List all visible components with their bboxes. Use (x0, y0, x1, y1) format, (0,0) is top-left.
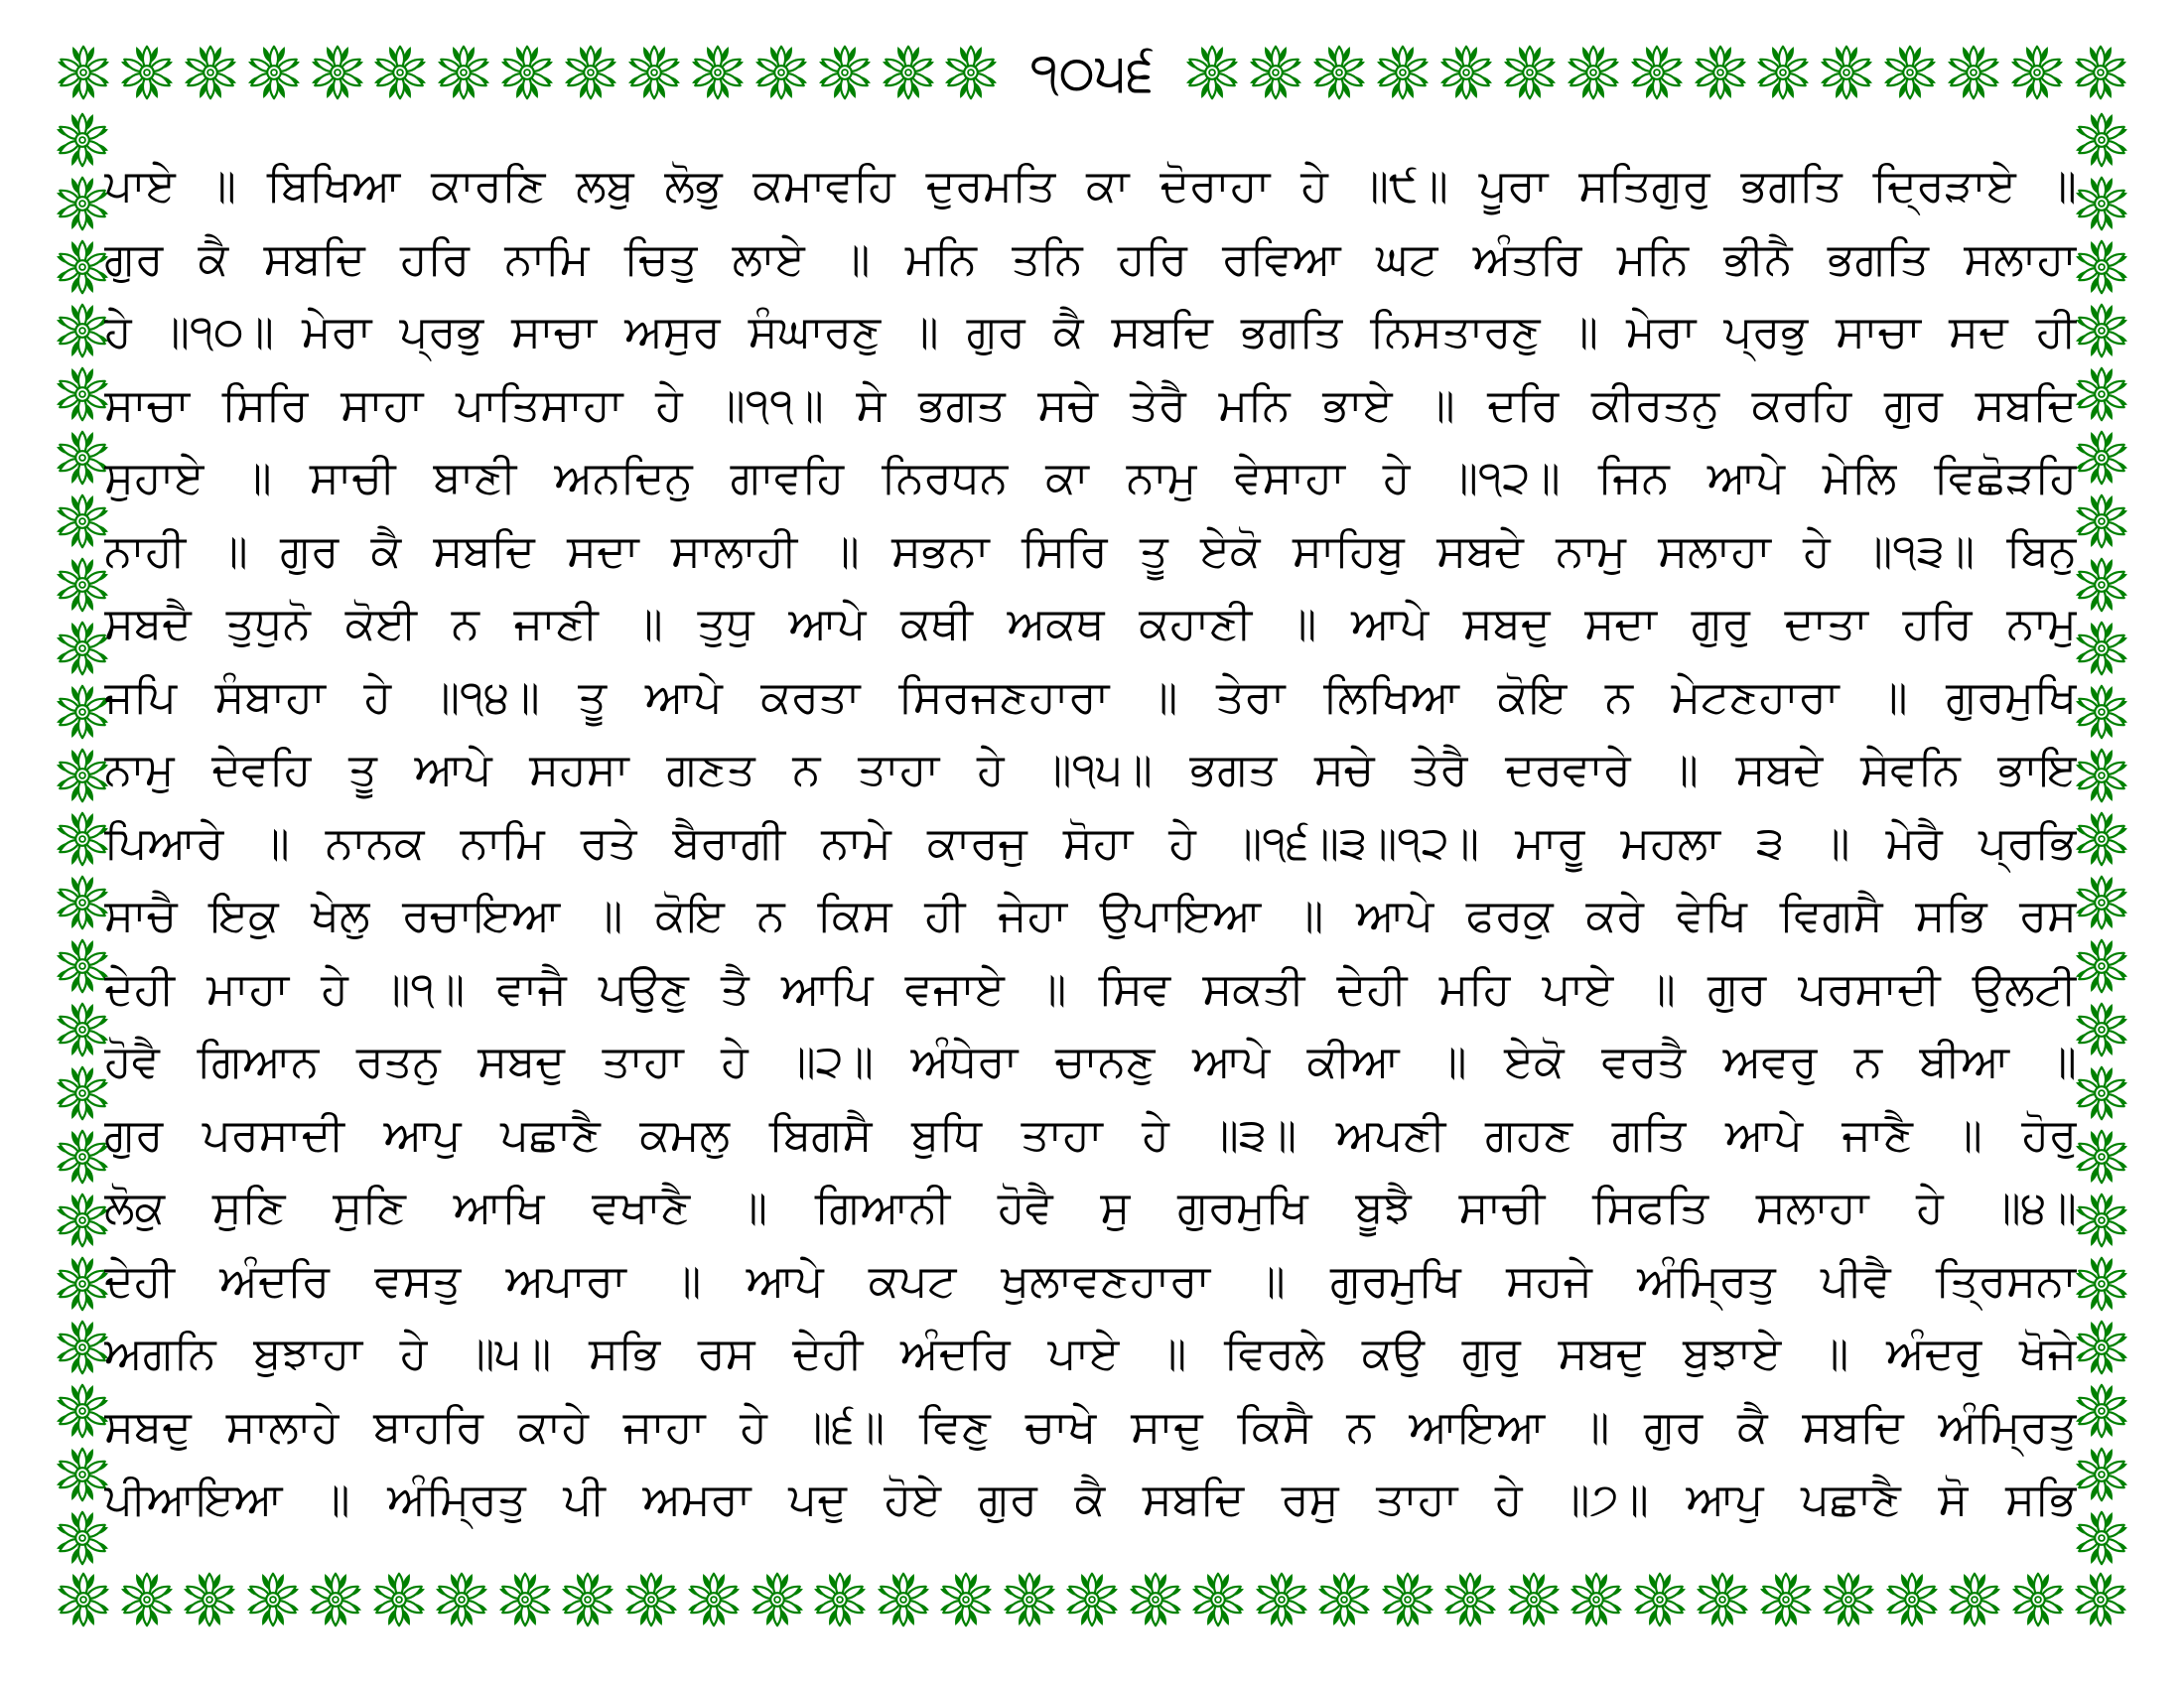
flower-ornament-icon (54, 492, 111, 550)
text-line: ਗੁਰ ਕੈ ਸਬਦਿ ਹਰਿ ਨਾਮਿ ਚਿਤੁ ਲਾਏ ॥ ਮਨਿ ਤਨਿ ਹਰਿ ਰਵਿਆ ਘਟ ਅੰਤਰਿ ਮਨਿ ਭੀਨੈ ਭਗਤਿ ਸਲਾਹਾ (104, 231, 2077, 285)
flower-ornament-icon (54, 874, 111, 931)
flower-ornament-icon (1437, 44, 1495, 101)
flower-ornament-icon (244, 1571, 302, 1628)
flower-ornament-icon (622, 1571, 680, 1628)
flower-ornament-icon (1818, 44, 1875, 101)
flower-ornament-icon (942, 44, 1000, 101)
flower-ornament-icon (54, 175, 111, 232)
flower-ornament-icon (54, 302, 111, 359)
flower-ornament-icon (2073, 429, 2130, 487)
flower-ornament-icon (2073, 620, 2130, 677)
flower-ornament-icon (2073, 556, 2130, 614)
flower-ornament-icon (371, 44, 429, 101)
flower-ornament-icon (55, 1571, 112, 1628)
flower-ornament-icon (2073, 1001, 2130, 1058)
text-line: ਹੋਵੈ ਗਿਆਨ ਰਤਨੁ ਸਬਦੁ ਤਾਹਾ ਹੇ ॥੨॥ ਅੰਧੇਰਾ ਚਾਨਣੁ ਆਪੇ ਕੀਆ ॥ ਏਕੋ ਵਰਤੈ ਅਵਰੁ ਨ ਬੀਆ ॥ (104, 1035, 2077, 1087)
flower-ornament-icon (309, 44, 366, 101)
flower-ornament-icon (1001, 1571, 1058, 1628)
flower-ornament-icon (1253, 1571, 1310, 1628)
top-border (55, 40, 2129, 105)
flower-ornament-icon (685, 1571, 743, 1628)
flower-ornament-icon (1568, 1571, 1625, 1628)
flower-ornament-icon (54, 1192, 111, 1249)
flower-ornament-icon (1441, 1571, 1499, 1628)
flower-ornament-icon (1692, 44, 1749, 101)
text-line: ਸਬਦੈ ਤੁਧੁਨੋ ਕੋਈ ਨ ਜਾਣੀ ॥ ਤੁਧੁ ਆਪੇ ਕਥੀ ਅਕਥ ਕਹਾਣੀ ॥ ਆਪੇ ਸਬਦੁ ਸਦਾ ਗੁਰੁ ਦਾਤਾ ਹਰਿ ਨਾਮੁ (104, 597, 2077, 649)
flower-ornament-icon (2073, 747, 2130, 804)
flower-ornament-icon (1315, 1571, 1373, 1628)
text-line: ਅਗਨਿ ਬੁਝਾਹਾ ਹੇ ॥੫॥ ਸਭਿ ਰਸ ਦੇਹੀ ਅੰਦਰਿ ਪਾਏ ॥ ਵਿਰਲੇ ਕਉ ਗੁਰੁ ਸਬਦੁ ਬੁਝਾਏ ॥ ਅੰਦਰੁ ਖੋਜੇ (104, 1327, 2077, 1379)
flower-ornament-icon (54, 365, 111, 423)
flower-ornament-icon (54, 111, 111, 169)
flower-ornament-icon (1883, 1571, 1941, 1628)
flower-ornament-icon (2073, 874, 2130, 931)
flower-ornament-icon (2073, 1446, 2130, 1503)
flower-ornament-icon (2073, 937, 2130, 995)
flower-ornament-icon (811, 1571, 869, 1628)
flower-ornament-icon (1505, 1571, 1563, 1628)
text-line: ਹੇ ॥੧੦॥ ਮੇਰਾ ਪ੍ਰਭੁ ਸਾਚਾ ਅਸੁਰ ਸੰਘਾਰਣੁ ॥ ਗੁਰ ਕੈ ਸਬਦਿ ਭਗਤਿ ਨਿਸਤਾਰਣੁ ॥ ਮੇਰਾ ਪ੍ਰਭੁ ਸਾਚਾ ਸਦ ਹੀ (104, 305, 2077, 357)
flower-ornament-icon (2073, 1382, 2130, 1440)
flower-ornament-icon (118, 44, 176, 101)
flower-ornament-icon (1247, 44, 1304, 101)
flower-ornament-icon (54, 620, 111, 677)
flower-ornament-icon (1945, 44, 2002, 101)
flower-ornament-icon (54, 429, 111, 487)
flower-ornament-icon (1379, 1571, 1436, 1628)
flower-ornament-icon (54, 1064, 111, 1122)
text-line: ਦੇਹੀ ਅੰਦਰਿ ਵਸਤੁ ਅਪਾਰਾ ॥ ਆਪੇ ਕਪਟ ਖੁਲਾਵਣਹਾਰਾ ॥ ਗੁਰਮੁਖਿ ਸਹਜੇ ਅੰਮ੍ਰਿਤੁ ਪੀਵੈ ਤ੍ਰਿਸਨਾ (104, 1253, 2077, 1307)
text-line: ਪਿਆਰੇ ॥ ਨਾਨਕ ਨਾਮਿ ਰਤੇ ਬੈਰਾਗੀ ਨਾਮੇ ਕਾਰਜੁ ਸੋਹਾ ਹੇ ॥੧੬॥੩॥੧੨॥ ਮਾਰੂ ਮਹਲਾ ੩ ॥ ਮੇਰੈ ਪ੍ਰਭਿ (104, 815, 2077, 869)
flower-ornament-icon (1565, 44, 1622, 101)
flower-ornament-icon (2073, 1192, 2130, 1249)
flower-ornament-icon (816, 44, 874, 101)
text-line: ਜਪਿ ਸੰਬਾਹਾ ਹੇ ॥੧੪॥ ਤੂ ਆਪੇ ਕਰਤਾ ਸਿਰਜਣਹਾਰਾ ॥ ਤੇਰਾ ਲਿਖਿਆ ਕੋਇ ਨ ਮੇਟਣਹਾਰਾ ॥ ਗੁਰਮੁਖਿ (104, 669, 2077, 723)
flower-ornament-icon (1127, 1571, 1184, 1628)
bottom-border (55, 1567, 2129, 1632)
text-line: ਗੁਰ ਪਰਸਾਦੀ ਆਪੁ ਪਛਾਣੈ ਕਮਲੁ ਬਿਗਸੈ ਬੁਧਿ ਤਾਹਾ ਹੇ ॥੩॥ ਅਪਣੀ ਗਹਣ ਗਤਿ ਆਪੇ ਜਾਣੈ ॥ ਹੋਰੁ (104, 1107, 2077, 1161)
flower-ornament-icon (2008, 44, 2066, 101)
flower-ornament-icon (54, 1319, 111, 1376)
text-line: ਨਾਮੁ ਦੇਵਹਿ ਤੂ ਆਪੇ ਸਹਸਾ ਗਣਤ ਨ ਤਾਹਾ ਹੇ ॥੧੫॥ ਭਗਤ ਸਚੇ ਤੇਰੈ ਦਰਵਾਰੇ ॥ ਸਬਦੇ ਸੇਵਨਿ ਭਾਇ (104, 743, 2077, 795)
flower-ornament-icon (2073, 683, 2130, 741)
flower-ornament-icon (1183, 44, 1241, 101)
flower-ornament-icon (181, 1571, 238, 1628)
text-line: ਨਾਹੀ ॥ ਗੁਰ ਕੈ ਸਬਦਿ ਸਦਾ ਸਾਲਾਹੀ ॥ ਸਭਨਾ ਸਿਰਿ ਤੂ ਏਕੋ ਸਾਹਿਬੁ ਸਬਦੇ ਨਾਮੁ ਸਲਾਹਾ ਹੇ ॥੧੩॥ ਬਿਨੁ (104, 523, 2077, 577)
flower-ornament-icon (2073, 302, 2130, 359)
top-border-left-strip (55, 44, 1001, 101)
text-line: ਦੇਹੀ ਮਾਹਾ ਹੇ ॥੧॥ ਵਾਜੈ ਪਉਣੁ ਤੈ ਆਪਿ ਵਜਾਏ ॥ ਸਿਵ ਸਕਤੀ ਦੇਹੀ ਮਹਿ ਪਾਏ ॥ ਗੁਰ ਪਰਸਾਦੀ ਉਲਟੀ (104, 961, 2077, 1015)
flower-ornament-icon (182, 44, 239, 101)
flower-ornament-icon (2073, 1064, 2130, 1122)
flower-ornament-icon (54, 238, 111, 296)
flower-ornament-icon (2009, 1571, 2067, 1628)
flower-ornament-icon (1757, 1571, 1815, 1628)
text-line: ਸਾਚੈ ਇਕੁ ਖੇਲੁ ਰਚਾਇਆ ॥ ਕੋਇ ਨ ਕਿਸ ਹੀ ਜੇਹਾ ਉਪਾਇਆ ॥ ਆਪੇ ਫਰਕੁ ਕਰੇ ਵੇਖਿ ਵਿਗਸੈ ਸਭਿ ਰਸ (104, 889, 2077, 941)
flower-ornament-icon (2072, 44, 2129, 101)
flower-ornament-icon (2073, 492, 2130, 550)
flower-ornament-icon (2073, 175, 2130, 232)
flower-ornament-icon (1189, 1571, 1247, 1628)
text-line: ਲੋਕੁ ਸੁਣਿ ਸੁਣਿ ਆਖਿ ਵਖਾਣੈ ॥ ਗਿਆਨੀ ਹੋਵੈ ਸੁ ਗੁਰਮੁਖਿ ਬੂਝੈ ਸਾਚੀ ਸਿਫਤਿ ਸਲਾਹਾ ਹੇ ॥੪॥ (104, 1181, 2077, 1233)
flower-ornament-icon (562, 44, 619, 101)
text-line: ਸਬਦੁ ਸਾਲਾਹੇ ਬਾਹਰਿ ਕਾਹੇ ਜਾਹਾ ਹੇ ॥੬॥ ਵਿਣੁ ਚਾਖੇ ਸਾਦੁ ਕਿਸੈ ਨ ਆਇਆ ॥ ਗੁਰ ਕੈ ਸਬਦਿ ਅੰਮ੍ਰਿਤੁ (104, 1399, 2077, 1453)
flower-ornament-icon (54, 1446, 111, 1503)
flower-ornament-icon (54, 1128, 111, 1186)
flower-ornament-icon (54, 810, 111, 868)
flower-ornament-icon (54, 747, 111, 804)
flower-ornament-icon (54, 683, 111, 741)
flower-ornament-icon (1694, 1571, 1751, 1628)
page-number: ੧੦੫੬ (1029, 41, 1155, 103)
flower-ornament-icon (118, 1571, 176, 1628)
flower-ornament-icon (625, 44, 683, 101)
text-line: ਸਾਚਾ ਸਿਰਿ ਸਾਹਾ ਪਾਤਿਸਾਹਾ ਹੇ ॥੧੧॥ ਸੇ ਭਗਤ ਸਚੇ ਤੇਰੈ ਮਨਿ ਭਾਏ ॥ ਦਰਿ ਕੀਰਤਨੁ ਕਰਹਿ ਗੁਰ ਸਬਦਿ (104, 377, 2077, 431)
flower-ornament-icon (1628, 44, 1686, 101)
flower-ornament-icon (54, 1382, 111, 1440)
right-border (2071, 111, 2132, 1567)
flower-ornament-icon (1946, 1571, 2003, 1628)
flower-ornament-icon (2073, 111, 2130, 169)
flower-ornament-icon (2073, 1319, 2130, 1376)
flower-ornament-icon (1631, 1571, 1689, 1628)
flower-ornament-icon (370, 1571, 428, 1628)
flower-ornament-icon (752, 44, 810, 101)
flower-ornament-icon (496, 1571, 554, 1628)
flower-ornament-icon (1881, 44, 1939, 101)
flower-ornament-icon (245, 44, 303, 101)
flower-ornament-icon (880, 44, 937, 101)
flower-ornament-icon (435, 44, 492, 101)
flower-ornament-icon (433, 1571, 490, 1628)
flower-ornament-icon (559, 1571, 616, 1628)
flower-ornament-icon (2072, 1571, 2129, 1628)
flower-ornament-icon (54, 937, 111, 995)
flower-ornament-icon (689, 44, 747, 101)
flower-ornament-icon (2073, 810, 2130, 868)
text-line: ਪੀਆਇਆ ॥ ਅੰਮ੍ਰਿਤੁ ਪੀ ਅਮਰਾ ਪਦੁ ਹੋਏ ਗੁਰ ਕੈ ਸਬਦਿ ਰਸੁ ਤਾਹਾ ਹੇ ॥੭॥ ਆਪੁ ਪਛਾਣੈ ਸੋ ਸਭਿ (104, 1473, 2077, 1525)
flower-ornament-icon (875, 1571, 932, 1628)
flower-ornament-icon (2073, 238, 2130, 296)
flower-ornament-icon (1501, 44, 1559, 101)
flower-ornament-icon (1374, 44, 1432, 101)
flower-ornament-icon (2073, 1255, 2130, 1313)
text-line: ਪਾਏ ॥ ਬਿਖਿਆ ਕਾਰਣਿ ਲਬੁ ਲੋਭੁ ਕਮਾਵਹਿ ਦੁਰਮਤਿ ਕਾ ਦੋਰਾਹਾ ਹੇ ॥੯॥ ਪੂਰਾ ਸਤਿਗੁਰੁ ਭਗਤਿ ਦ੍ਰਿੜਾਏ ॥ (104, 159, 2077, 211)
flower-ornament-icon (54, 1001, 111, 1058)
text-line: ਸੁਹਾਏ ॥ ਸਾਚੀ ਬਾਣੀ ਅਨਦਿਨੁ ਗਾਵਹਿ ਨਿਰਧਨ ਕਾ ਨਾਮੁ ਵੇਸਾਹਾ ਹੇ ॥੧੨॥ ਜਿਨ ਆਪੇ ਮੇਲਿ ਵਿਛੋੜਹਿ (104, 451, 2077, 503)
flower-ornament-icon (1754, 44, 1812, 101)
flower-ornament-icon (1310, 44, 1368, 101)
flower-ornament-icon (54, 556, 111, 614)
flower-ornament-icon (54, 1509, 111, 1567)
flower-ornament-icon (2073, 365, 2130, 423)
flower-ornament-icon (1820, 1571, 1877, 1628)
flower-ornament-icon (55, 44, 112, 101)
flower-ornament-icon (54, 1255, 111, 1313)
flower-ornament-icon (2073, 1128, 2130, 1186)
flower-ornament-icon (498, 44, 556, 101)
scripture-text (104, 149, 2077, 1536)
flower-ornament-icon (2073, 1509, 2130, 1567)
flower-ornament-icon (1063, 1571, 1121, 1628)
flower-ornament-icon (307, 1571, 364, 1628)
flower-ornament-icon (937, 1571, 995, 1628)
flower-ornament-icon (749, 1571, 806, 1628)
top-border-right-strip (1183, 44, 2129, 101)
